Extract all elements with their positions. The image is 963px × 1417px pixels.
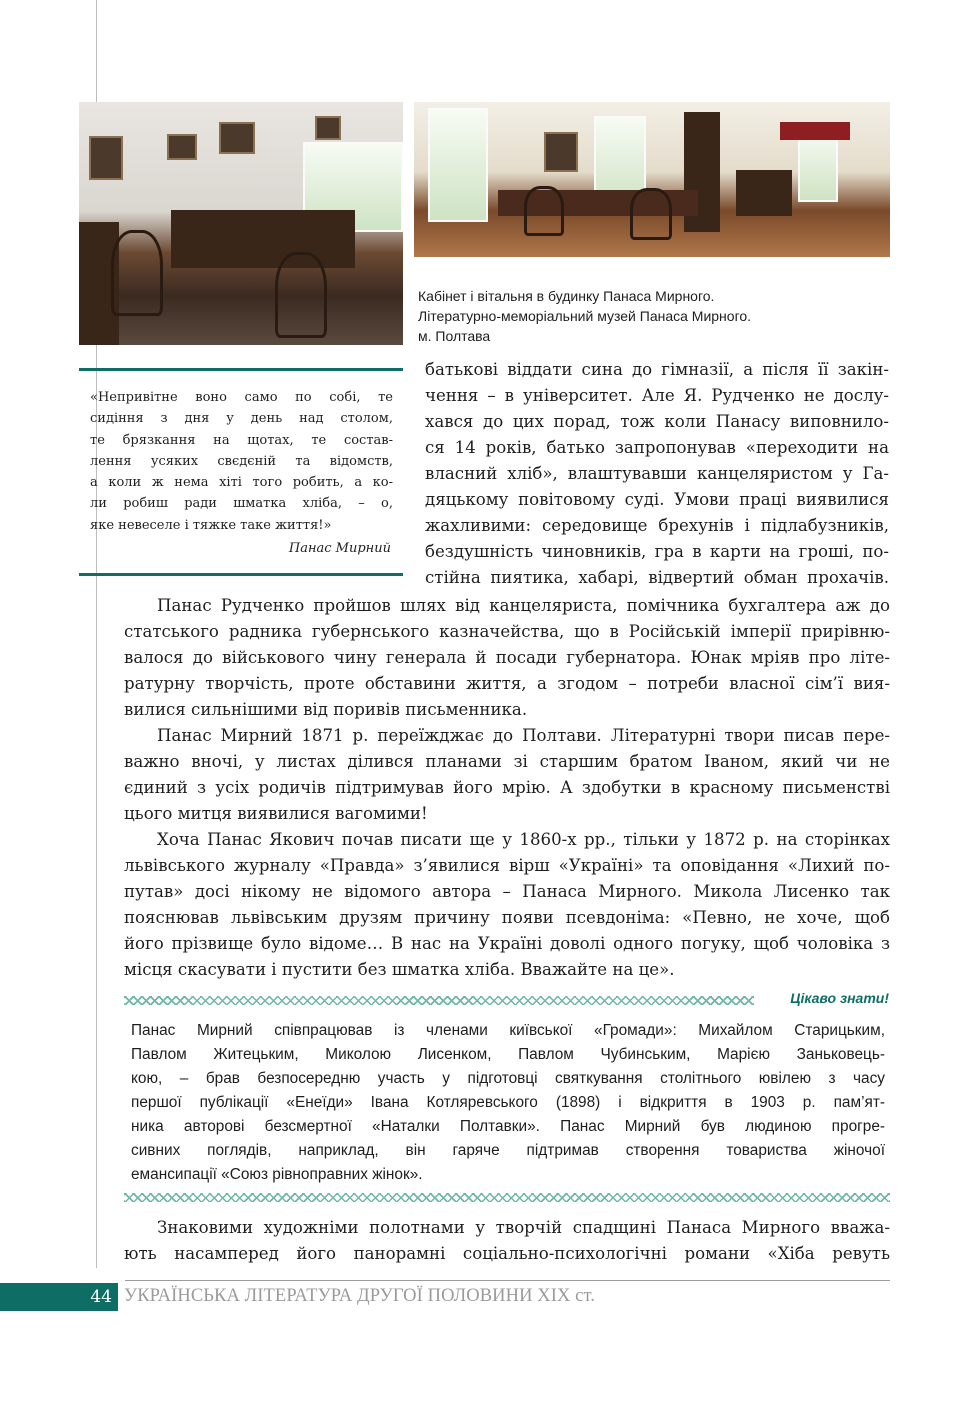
study-photo: [79, 102, 403, 345]
body-line: ся 14 років, батько запропонував «переходити на: [425, 438, 889, 457]
body-line: єдиний з усіх родичів підтримував його мрію. А здобутки в красному письменстві: [124, 778, 890, 797]
body-line: ратурну творчість, проте обставини життя, а згодом – потреби власної сім’ї вия-: [124, 674, 890, 693]
caption-line: м. Полтава: [418, 328, 491, 344]
quote-top-rule: [79, 368, 403, 371]
page-number: 44: [0, 1283, 118, 1311]
interesting-line: кою, – брав безпосередню участь у підготовці святкування столітнього ювілею з часу: [131, 1070, 885, 1087]
interesting-title: Цікаво знати!: [790, 990, 889, 1006]
quote-line: яке невеселе і тяжке таке життя!»: [90, 517, 332, 533]
interesting-line: сивних поглядів, наприклад, він гаряче підтримав створення товариства жіночої: [131, 1142, 885, 1159]
body-line: львівського журналу «Правда» з’явилися вірш «Україні» та оповідання «Лихий по-: [124, 856, 890, 875]
interesting-top-pattern: [124, 996, 754, 1005]
body-line: валося до військового чину генерала й посади губернатора. Юнак мріяв про літе-: [124, 648, 890, 667]
caption-line: Літературно-меморіальний музей Панаса Мирного.: [418, 308, 752, 324]
caption-line: Кабінет і вітальня в будинку Панаса Мирного.: [418, 288, 715, 304]
body-line: місця скасувати і пустити без шматка хліба. Вважайте на це».: [124, 960, 675, 979]
quote-line: лення усяких свєдєній та відомств,: [90, 453, 393, 469]
body-line: хався до цих порад, тож коли Панасу виповнило-: [425, 412, 889, 431]
interesting-line: Панас Мирний співпрацював із членами київської «Громади»: Михайлом Старицьким,: [131, 1022, 885, 1039]
body-line: бездушність чиновників, гра в карти на гроші, по-: [425, 542, 889, 561]
photo-caption: [418, 286, 888, 346]
running-footer-title: УКРАЇНСЬКА ЛІТЕРАТУРА ДРУГОЇ ПОЛОВИНИ XIX ст.: [124, 1286, 596, 1306]
quote-author: Панас Мирний: [288, 541, 391, 556]
quote-line: а коли ж нема хіті того робить, а ко-: [90, 475, 393, 491]
interesting-bottom-pattern: [124, 1193, 890, 1202]
quote-block: [90, 387, 393, 536]
interesting-line: Павлом Житецьким, Миколою Лисенком, Павлом Чубинським, Марією Заньковець-: [131, 1046, 885, 1063]
body-line: батькові віддати сина до гімназії, а після її закін-: [425, 360, 889, 379]
interesting-line: емансипації «Союз рівноправних жінок».: [131, 1166, 423, 1183]
body-line: пояснював львівським друзям причину появи псевдоніма: «Певно, не хоче, щоб: [124, 908, 890, 927]
body-line: путав» досі нікому не відомого автора – Панаса Мирного. Микола Лисенко так: [124, 882, 890, 901]
body-line: дяцькому повітовому суді. Умови праці виявилися: [425, 490, 889, 509]
body-line: жахливими: середовище брехунів і підлабузників,: [425, 516, 889, 535]
quote-line: ли робиш ради шматка хліба, – о,: [90, 496, 393, 512]
quote-line: те брязкання на щотах, те состав-: [90, 432, 393, 448]
interesting-line: першої публікації «Енеїди» Івана Котляревського (1898) і відкриття в 1903 р. пам’ят-: [131, 1094, 885, 1111]
body-line: Знаковими художніми полотнами у творчій спадщині Панаса Мирного вважа-: [157, 1218, 890, 1237]
body-line: чення – в університет. Але Я. Рудченко не дослу-: [425, 386, 889, 405]
body-line: статського радника губернського казначейства, що в Російській імперії прирівню-: [124, 622, 890, 641]
interesting-line: ника авторові безсмертної «Наталки Полтавки». Панас Мирний був людиною прогре-: [131, 1118, 885, 1135]
body-line: його прізвище було відоме… В нас на Україні доволі одного погуку, щоб чоловіка з: [124, 934, 890, 953]
body-line: стійна пиятика, хабарі, відвертий обман прохачів.: [425, 568, 889, 587]
body-line: власний хліб», влаштувавши канцеляристом у Га-: [425, 464, 889, 483]
quote-bottom-rule: [79, 573, 403, 576]
body-line: цього митця виявилися вагомими!: [124, 804, 428, 823]
body-line: важно вночі, у листах ділився планами зі старшим братом Іваном, який чи не: [124, 752, 890, 771]
body-line: Панас Мирний 1871 р. переїжджає до Полтави. Літературні твори писав пере-: [157, 726, 890, 745]
body-line: вилися сильнішими від поривів письменника.: [124, 700, 528, 719]
body-line: Хоча Панас Якович почав писати ще у 1860-х рр., тільки у 1872 р. на сторінках: [157, 830, 890, 849]
living-room-photo: [414, 102, 890, 257]
quote-line: «Непривітне воно само по собі, те: [90, 390, 393, 405]
body-line: Панас Рудченко пройшов шлях від канцеляриста, помічника бухгалтера аж до: [157, 596, 890, 615]
footer-rule: [125, 1280, 890, 1281]
quote-line: сидіння з дня у день над столом,: [90, 411, 393, 427]
body-line: ють насамперед його панорамні соціально-психологічні романи «Хіба ревуть: [124, 1244, 890, 1263]
